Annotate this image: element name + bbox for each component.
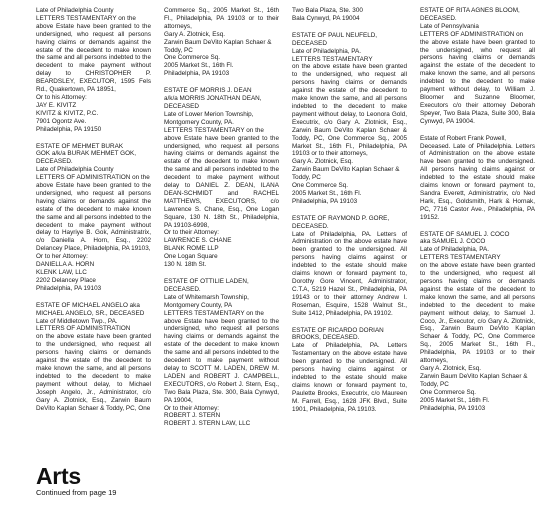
notice-contact-line: ROBERT J. STERN <box>164 412 221 420</box>
notice-contact-line: 7901 Ogontz Ave. <box>36 117 87 125</box>
estate-notice <box>36 302 151 413</box>
estate-notice <box>164 7 279 78</box>
notice-heading-line: Late of Whitemarsh Township, <box>164 293 249 301</box>
notice-heading-line: MICHAEL ANGELO, SR., DECEASED <box>36 309 145 317</box>
notice-contact-line: LAWRENCE S. CHANE <box>164 237 232 245</box>
notice-contact-line: Or to their Attorney: <box>164 229 220 237</box>
estate-notice <box>420 231 535 413</box>
estate-notice <box>292 32 407 206</box>
notice-contact-line: JAY E. KIVITZ <box>36 101 77 109</box>
notice-contact-line: Toddy, PC <box>292 174 321 182</box>
notice-contact-line: Philadelphia, PA 19103 <box>36 284 102 292</box>
notice-contact-line: Philadelphia, PA 19150 <box>36 125 102 133</box>
estate-notice <box>164 278 279 428</box>
notice-contact-line: ROBERT J. STERN LAW, LLC <box>164 420 251 428</box>
notice-body: above Estate have been granted to the undersigned, who request all persons having claims or demands against the estate of the decedent to make known the same and all persons indebted to the decedent to make payment without delay to CHRISTOPHER P. BEARDSLEY, EXECUTOR, 1595 Fels Rd., Quakertown, PA 18951, <box>36 22 151 94</box>
notice-heading-line: Montgomery County, PA. <box>164 118 234 126</box>
notice-column-3 <box>292 7 407 438</box>
notice-heading-line: DECEASED <box>164 102 199 110</box>
notice-heading-line: LETTERS OF ADMINISTRATION <box>36 325 131 333</box>
notice-body: Late of Philadelphia, PA. Letters of Administration on the above estate have been granted to the undersigned. All persons having claims against or indebted to the estate should make claims known or forward payment to, Dorothy Gore Vincent, Administrator, C.T.A, 5219 Hazel St., Philadelphia, PA 19143 or to their attorney Andrew I. Roseman, Esquire, 1528 Walnut St., Suite 1412, Philadelphia, PA 19102. <box>292 230 407 317</box>
notice-heading-line: Late of Lower Merion Township, <box>164 110 254 118</box>
notice-body: Commerce Sq., 2005 Market St., 16th Fl., Philadelphia, PA 19103 or to their attorneys, <box>164 7 279 30</box>
notice-heading-line: Late of Middletown Twp., PA. <box>36 317 118 325</box>
notice-body: on the above estate have been granted to the undersigned, who request all persons having claims or demands against the estate of the decedent to make known the same, and all persons indebted to the decedent to make payment without delay, to Samuel J. Coco, Jr., Executor, c/o Gary A. Zlotnick, Esq., Zarwin Baum DeVito Kaplan Schaer & Toddy, PC, One Commerce Sq., 2005 Market St., 16th Fl., Philadelphia, PA 19103 or to their attorneys, <box>420 262 535 365</box>
notice-contact-line: Zarwin Baum DeVito Kaplan Schaer & <box>292 166 400 174</box>
notice-heading-line: ESTATE OF RITA AGNES BLOOM, <box>420 7 520 14</box>
notice-body: Deceased. Late of Philadelphia. Letters of Administration on the above estate have been granted to the undersigned. All persons having claims against or indebted to the estate should make claims known or forward payment to, Sandra Everett, Administratrix, c/o Ned Hark, Esq., Goldsmith, Hark & Hornak, PC, 7716 Castor Ave., Philadelphia, PA 19152. <box>420 142 535 221</box>
notice-heading-line: LETTERS TESTAMENTARY <box>420 254 501 262</box>
notice-contact-line: One Commerce Sq. <box>292 182 349 190</box>
notice-contact-line: Or to her Attorney: <box>36 253 88 261</box>
notice-heading-line: DECEASED. <box>292 222 329 230</box>
notice-contact-line: Toddy, PC <box>420 380 449 388</box>
notice-contact-line: Zarwin Baum DeVito Kaplan Schaer & <box>420 372 528 380</box>
notice-body: Late of Philadelphia, PA. Letters Testamentary on the above estate have been granted to the undersigned. All persons having claims against or indebted to the estate should make claims known or forward payment to, Paulette Brooks, Executrix, c/o Maureen M. Farrell, Esq., 1628 JFK Blvd., Suite 1901, Philadelphia, PA 19103. <box>292 342 407 413</box>
notice-heading-line: Bala Cynwyd, PA 19004 <box>292 14 360 22</box>
notice-contact-line: BLANK ROME LLP <box>164 245 219 253</box>
notice-contact-line: One Commerce Sq. <box>420 388 477 396</box>
notice-contact-line: Gary A. Zlotnick, Esq. <box>420 364 481 372</box>
notice-contact-line: Philadelphia, PA 19103 <box>164 70 230 78</box>
section-continued-note: Continued from page 19 <box>36 488 117 497</box>
notice-heading-line: Montgomery County, PA <box>164 301 233 309</box>
notice-body: above Estate have been granted to the undersigned, who request all persons having claims or demands against the estate of the decedent to make known the same and all persons indebted to the decedent to make payment without delay to DANIEL Z. DEAN, ILANA DEAN-SCHMIDT and RACHEL MATTHEWS, EXECUTORS, c/o Lawrence S. Chane, Esq., One Logan Square, 130 N. 18th St., Philadelphia, PA 19103-6998, <box>164 134 279 229</box>
notice-contact-line: 2005 Market St., 16th Fl. <box>420 396 490 404</box>
notice-heading-line: ESTATE OF OTTILIE LADEN, <box>164 278 249 285</box>
notice-heading-line: Late of Pennsylvania <box>420 22 479 30</box>
notice-heading-line: a/k/a MORRIS JONATHAN DEAN, <box>164 95 262 103</box>
notice-body: on the above estate have been granted to the undersigned, who request all persons having claims or demands against the estate of the decedent to make known the same, and all persons indebted to the decedent to make payment without delay, to Michael Joseph Angelo, Jr., Administrator, c/o Gary A. Zlotnick, Esq., Zarwin Baum DeVito Kaplan Schaer & Toddy, PC, One <box>36 333 151 412</box>
notice-body: above Estate have been granted to the undersigned, who request all persons having claims or demands against the estate of the decedent to make known the same and all persons indebted to the decedent to make payment without delay to SCOTT M. LADEN, DREW M. LADEN and ROBERT J. CAMPBELL, EXECUTORS, c/o Robert J. Stern, Esq., Two Bala Plaza, Ste. 300, Bala Cynwyd, PA 19004, <box>164 317 279 404</box>
notice-heading-line: Two Bala Plaza, Ste. 300 <box>292 7 363 14</box>
notice-contact-line: Gary A. Zlotnick, Esq. <box>164 30 225 38</box>
estate-notice <box>292 327 407 414</box>
notice-heading-line: ESTATE OF MICHAEL ANGELO aka <box>36 301 140 309</box>
estate-notice <box>292 7 407 23</box>
notice-heading-line: LETTERS TESTAMENTARY on the <box>164 126 264 134</box>
notice-column-1 <box>36 7 151 438</box>
notice-heading-line: LETTERS TESTAMENTARY on the <box>164 309 264 317</box>
estate-notice <box>36 7 151 134</box>
estate-notice <box>164 87 279 269</box>
notice-heading-line: GOK a/k/a BURAK MEHMET GOK, <box>36 150 136 158</box>
notice-heading-line: BROOKS, DECEASED. <box>292 334 360 342</box>
notice-heading-line: ESTATE OF RAYMOND P. GORE, <box>292 214 390 222</box>
notice-heading-line: DECEASED. <box>36 158 73 166</box>
notice-heading-line: ESTATE OF RICARDO DORIAN <box>292 326 384 334</box>
notice-heading-line: DECEASED <box>292 39 327 47</box>
estate-notice <box>292 215 407 318</box>
notice-contact-line: Or to his Attorney: <box>36 93 87 101</box>
notice-contact-line: DANIELLA A. HORN <box>36 261 95 269</box>
notice-heading-line: ESTATE OF PAUL NEUFELD, <box>292 31 378 39</box>
section-title: Arts <box>36 463 81 489</box>
estate-notice <box>36 143 151 293</box>
notice-contact-line: Philadelphia, PA 19103 <box>420 404 486 412</box>
notice-contact-line: 2202 Delancey Place <box>36 276 96 284</box>
notice-heading-line: LETTERS TESTAMENTARY on the <box>36 14 136 22</box>
notice-contact-line: KLENK LAW, LLC <box>36 269 87 276</box>
estate-notice <box>420 135 535 222</box>
notice-heading-line: ESTATE OF SAMUEL J. COCO <box>420 230 510 238</box>
notice-contact-line: KIVITZ & KIVITZ, P.C. <box>36 109 99 117</box>
notice-heading-line: LETTERS TESTAMENTARY <box>292 55 373 63</box>
notice-column-2 <box>164 7 279 438</box>
notice-heading-line: DECEASED. <box>420 14 457 22</box>
notice-heading-line: LETTERS OF ADMINISTRATION on <box>420 30 524 38</box>
notice-heading-line: aka SAMUEL J. COCO <box>420 238 486 246</box>
notice-contact-line: 130 N. 18th St. <box>164 261 207 269</box>
notice-contact-line: Toddy, PC <box>164 46 193 54</box>
notice-contact-line: Or to their Attorney: <box>164 404 220 412</box>
notice-heading-line: ESTATE OF MORRIS J. DEAN <box>164 87 252 95</box>
notice-heading-line: Late of Philadelphia, PA. <box>420 246 490 254</box>
notice-contact-line: Philadelphia, PA 19103 <box>292 197 358 205</box>
notice-column-4 <box>420 7 535 438</box>
notice-body: above Estate have been granted to the undersigned, who request all persons having claims or demands against the estate of the decedent to make known the same and all persons indebted to the decedent to make payment without delay to Hayriye B. Gok, Administratrix, c/o Daniella A. Horn, Esq., 2202 Delancey Place, Philadelphia, PA 19103, <box>36 182 151 253</box>
notice-contact-line: Zarwin Baum DeVito Kaplan Schaer & <box>164 38 272 46</box>
notice-contact-line: 2005 Market St., 16th Fl. <box>164 62 234 70</box>
estate-notice <box>420 7 535 126</box>
notice-contact-line: One Commerce Sq. <box>164 54 221 62</box>
notice-heading-line: Late of Philadelphia County <box>36 166 114 174</box>
notice-body: the above estate have been granted to the undersigned, who request all persons having claims or demands against the estate of the decedent to make known the same, and all persons indebted to the decedent to make payment without delay, to William J. Bloomer and Suzanne Bloomer, Executors c/o their attorney Deborah Speyer, Two Bala Plaza, Suite 300, Bala Cynwyd, PA 19004. <box>420 38 535 125</box>
notice-body: on the above estate have been granted to the undersigned, who request all persons having claims or demands against the estate of the decedent to make known the same, and all persons indebted to the decedent to make payment without delay, to Leonora Gold, Executrix, c/o Gary A. Zlotnick, Esq., Zarwin Baum DeVito Kaplan Schaer & Toddy, PC, One Commerce Sq., 2005 Market St., 16th Fl., Philadelphia, PA 19103 or to their attorneys, <box>292 63 407 158</box>
notice-heading-line: Estate of Robert Frank Powell, <box>420 134 507 142</box>
notice-heading-line: DECEASED. <box>164 285 201 293</box>
notice-heading-line: Late of Philadelphia, PA. <box>292 47 362 55</box>
notice-heading-line: Late of Philadelphia County <box>36 7 114 14</box>
section-header <box>36 464 116 498</box>
notice-heading-line: ESTATE OF MEHMET BURAK <box>36 142 124 150</box>
notice-contact-line: Gary A. Zlotnick, Esq. <box>292 158 353 166</box>
notice-contact-line: One Logan Square <box>164 253 218 261</box>
notice-heading-line: LETTERS OF ADMINISTRATION on the <box>36 174 150 182</box>
notice-contact-line: 2005 Market St., 16th Fl. <box>292 189 362 197</box>
